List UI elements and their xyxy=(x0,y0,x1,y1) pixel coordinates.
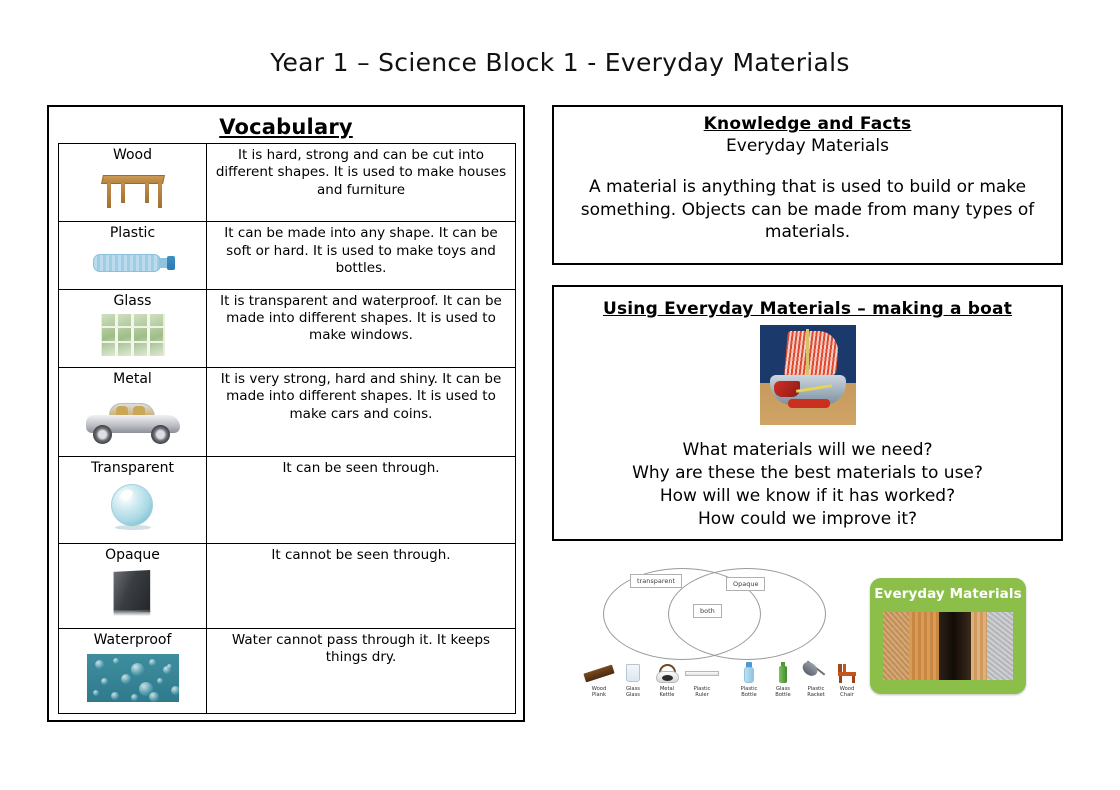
model-boat-photo xyxy=(760,325,856,425)
vocab-description-cell: It is very strong, hard and shiny. It can be made into different shapes. It is used to make cars and coins. xyxy=(207,367,516,456)
vocab-term-cell xyxy=(59,457,207,544)
vocab-term-label: Opaque xyxy=(105,547,160,564)
venn-label-opaque: Opaque xyxy=(726,577,765,591)
table-row xyxy=(59,457,516,544)
venn-object-label-line1: Wood xyxy=(591,686,607,692)
metal-kettle-icon xyxy=(650,662,684,684)
vocab-description-cell: It cannot be seen through. xyxy=(207,544,516,629)
vocab-term-cell xyxy=(59,629,207,714)
knowledge-heading: Knowledge and Facts xyxy=(703,114,912,134)
venn-label-transparent: transparent xyxy=(630,574,682,588)
vocab-term-label: Metal xyxy=(113,370,152,387)
venn-object-item[interactable] xyxy=(799,662,833,699)
venn-object-item[interactable] xyxy=(830,662,864,699)
vocab-description-cell: It is transparent and waterproof. It can be made into different shapes. It is used to make windows. xyxy=(207,289,516,367)
table-row xyxy=(59,544,516,629)
table-row xyxy=(59,222,516,289)
using-materials-heading: Using Everyday Materials – making a boat xyxy=(602,299,1013,319)
vocab-term-label: Glass xyxy=(113,292,152,309)
everyday-materials-card xyxy=(870,578,1026,694)
venn-object-label-line2: Racket xyxy=(807,692,825,699)
venn-object-label-line2: Ruler xyxy=(695,692,709,699)
page-title: Year 1 – Science Block 1 - Everyday Materials xyxy=(270,48,850,77)
using-everyday-materials-box xyxy=(552,285,1063,541)
venn-object-item[interactable] xyxy=(650,662,684,699)
wooden-chair-icon xyxy=(830,662,864,684)
venn-object-label-line1: Glass xyxy=(775,686,791,692)
venn-object-label-line1: Metal xyxy=(659,686,675,692)
question-item: How could we improve it? xyxy=(697,509,918,530)
silver-car-image xyxy=(83,393,183,445)
vocab-description-cell: It can be made into any shape. It can be soft or hard. It is used to make toys and bottles. xyxy=(207,222,516,289)
wood-plank-icon xyxy=(582,662,616,684)
venn-object-label-line2: Kettle xyxy=(659,692,675,699)
everyday-materials-card-title: Everyday Materials xyxy=(874,586,1022,602)
vocabulary-panel xyxy=(47,105,525,722)
texture-strip-oak xyxy=(909,612,939,680)
table-row xyxy=(59,629,516,714)
venn-object-label-line2: Glass xyxy=(625,692,641,699)
venn-object-item[interactable] xyxy=(582,662,616,699)
venn-object-label-line1: Plastic xyxy=(807,686,825,692)
vocab-term-cell xyxy=(59,289,207,367)
venn-object-label-line1: Glass xyxy=(625,686,641,692)
vocab-term-label: Plastic xyxy=(109,225,156,242)
vocab-description-cell: Water cannot pass through it. It keeps things dry. xyxy=(207,629,516,714)
vocab-term-label: Wood xyxy=(112,147,153,163)
venn-object-item[interactable] xyxy=(766,662,800,699)
vocab-term-cell xyxy=(59,544,207,629)
venn-object-label-line2: Bottle xyxy=(741,692,757,699)
plastic-ruler-icon xyxy=(685,662,719,684)
discussion-questions-list xyxy=(554,439,1061,531)
venn-object-label-line1: Plastic xyxy=(740,686,758,692)
question-item: Why are these the best materials to use? xyxy=(632,463,983,484)
venn-label-both: both xyxy=(693,604,722,618)
vocab-term-cell xyxy=(59,222,207,289)
knowledge-subtitle: Everyday Materials xyxy=(726,136,889,156)
venn-object-label-line1: Plastic xyxy=(693,686,711,692)
vocabulary-heading: Vocabulary xyxy=(219,115,353,139)
texture-strip-stone xyxy=(987,612,1013,680)
texture-strip-cork xyxy=(883,612,909,680)
wooden-table-image xyxy=(100,169,166,211)
vocab-term-cell xyxy=(59,367,207,456)
texture-strip-dark-wood xyxy=(939,612,971,680)
question-item: What materials will we need? xyxy=(682,440,933,460)
drinking-glass-icon xyxy=(616,662,650,684)
texture-strip-light-wood xyxy=(971,612,987,680)
plastic-racket-icon xyxy=(799,662,833,684)
knowledge-and-facts-box xyxy=(552,105,1063,265)
venn-object-label-line1: Wood xyxy=(839,686,855,692)
vocab-term-label: Waterproof xyxy=(93,632,172,649)
venn-object-item[interactable] xyxy=(732,662,766,699)
venn-object-bank xyxy=(580,662,855,712)
table-row xyxy=(59,144,516,222)
table-row xyxy=(59,289,516,367)
glass-bottle-icon xyxy=(766,662,800,684)
vocab-description-cell: It can be seen through. xyxy=(207,457,516,544)
vocabulary-table xyxy=(58,143,516,714)
venn-object-item[interactable] xyxy=(616,662,650,699)
vocab-term-label: Transparent xyxy=(91,460,174,477)
venn-object-label-line2: Bottle xyxy=(775,692,791,699)
venn-object-item[interactable] xyxy=(685,662,719,699)
plastic-bottle-icon xyxy=(732,662,766,684)
glass-window-image xyxy=(101,314,165,356)
table-row xyxy=(59,367,516,456)
vocab-term-cell xyxy=(59,144,207,222)
water-droplets-image xyxy=(87,654,179,702)
glass-sphere-image xyxy=(107,482,159,532)
venn-object-label-line2: Plank xyxy=(591,692,607,699)
question-item: How will we know if it has worked? xyxy=(659,486,956,507)
plastic-bottle-image xyxy=(87,247,179,279)
venn-diagram xyxy=(580,562,855,712)
venn-object-label-line2: Chair xyxy=(840,692,854,699)
dark-opaque-panel-image xyxy=(105,569,161,617)
vocab-description-cell: It is hard, strong and can be cut into different shapes. It is used to make houses and furniture xyxy=(207,144,516,222)
material-texture-strips xyxy=(883,612,1013,680)
knowledge-body-text: A material is anything that is used to build or make something. Objects can be made from many types of materials. xyxy=(580,177,1035,243)
